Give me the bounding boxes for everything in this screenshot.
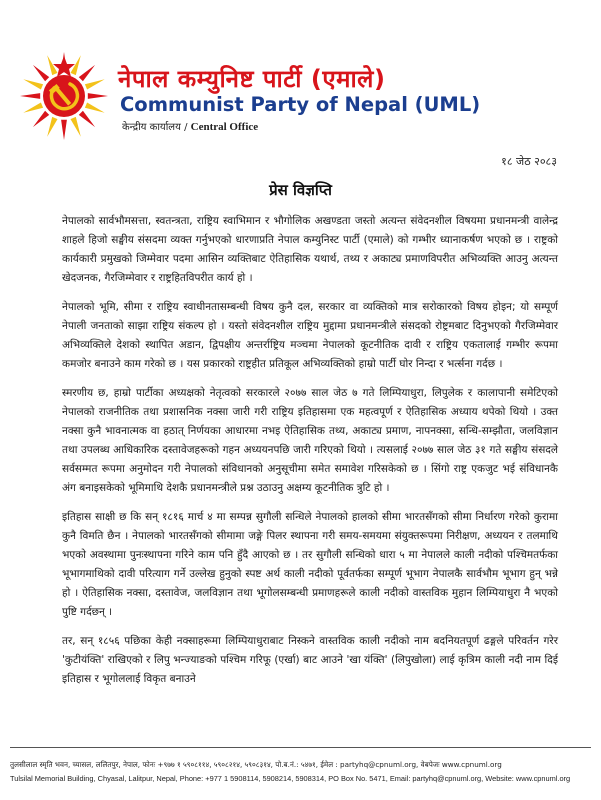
office-label: केन्द्रीय कार्यालय / Central Office xyxy=(122,121,259,133)
release-date: १८ जेठ २०८३ xyxy=(501,155,557,168)
logo-ray xyxy=(33,65,49,81)
logo-ray xyxy=(23,79,43,89)
logo-ray xyxy=(79,65,95,81)
logo-ray xyxy=(85,103,105,113)
office-nepali: केन्द्रीय कार्यालय xyxy=(122,122,181,133)
footer-address-english: Tulsilal Memorial Building, Chyasal, Lalitpur, Nepal, Phone: +977 1 5908114, 5908214, 5908314, PO Box No. 5471, Email: partyhq@cpnuml.org, Website: www.cpnuml.org xyxy=(10,774,571,783)
paragraph: नेपालको सार्वभौमसत्ता, स्वतन्त्रता, राष्ट्रिय स्वाभिमान र भौगोलिक अखण्डता जस्तो अत्यन्त संवेदनशील विषयमा प्रधानमन्त्री वालेन्द्र शाहले हिजो सङ्घीय संसदमा व्यक्त गर्नुभएको धारणाप्रति नेपाल कम्युनिस्ट पार्टी (एमाले) को गम्भीर ध्यानाकर्षण भएको छ । राष्ट्रको कार्यकारी प्रमुखको जिम्मेवार पदमा आसिन व्यक्तिबाट ऐतिहासिक यथार्थ, तथ्य र अकाट्य प्रमाणविपरीत अभिव्यक्ति आउनु अत्यन्त खेदजनक, गैरजिम्मेवार र राष्ट्रहितविपरीत कार्य हो । xyxy=(62,215,558,284)
logo-ray xyxy=(33,111,49,127)
logo-ray xyxy=(23,103,43,113)
party-name-english: Communist Party of Nepal (UML) xyxy=(120,93,481,116)
office-english: Central Office xyxy=(190,121,259,133)
press-release-heading: प्रेस विज्ञप्ति xyxy=(269,181,332,199)
paragraph: तर, सन् १८५६ पछिका केही नक्साहरूमा लिम्पियाधुराबाट निस्कने वास्तविक काली नदीको नाम बदनियतपूर्ण ढङ्गले परिवर्तन गरेर 'कुटीयंक्ति' राखिएको र लिपु भन्ज्याङको पश्चिम गरिफू (एर्खा) बाट आउने 'खा यंक्ति' (लिपुखोला) लाई कृत्रिम काली नदी नाम दिई इतिहास र भूगोललाई विकृत बनाउने xyxy=(62,635,558,685)
logo-ray xyxy=(88,93,108,99)
logo-ray xyxy=(47,117,57,137)
footer-address-nepali: तुलसीलाल स्मृति भवन, च्यासल, ललितपुर, नेपाल, फोनः +९७७ १ ५९०८११४, ५९०८२१४, ५९०८३१४, पो.ब.नं.: ५४७१, ईमेल : partyhq@cpnuml.org, वेबपेजः www.cpnuml.org xyxy=(10,760,502,769)
letterhead xyxy=(0,0,601,140)
paragraph: इतिहास साक्षी छ कि सन् १८१६ मार्च ४ मा सम्पन्न सुगौली सन्धिले नेपालको हालको सीमा भारतसँगको सीमा निर्धारण गरेको कुरामा कुनै विमति छैन । नेपालको भारतसँगको सीमामा जङ्गे पिलर स्थापना गरी समय-समयमा संयुक्तरूपमा निरीक्षण, अध्ययन र तलमाथि भएको अवस्थामा पुनःस्थापना गरिने काम पनि हुँदै आएको छ । तर सुगौली सन्धिको धारा ५ मा नेपालले काली नदीको पश्चिमतर्फका भूभागमाथिको दावी परित्याग गर्ने उल्लेख हुनुको स्पष्ट अर्थ काली नदीको पूर्वतर्फका सम्पूर्ण भूभाग नेपालकै सार्वभौम भूभाग हुन् भन्ने हो । ऐतिहासिक नक्सा, दस्तावेज, जलविज्ञान तथा भूगोलसम्बन्धी प्रमाणहरूले काली नदीको वास्तविक मुहान लिम्पियाधुरा नै भएको पुष्टि गर्दछन् । xyxy=(62,511,558,618)
logo-ray xyxy=(79,111,95,127)
logo-ray xyxy=(85,79,105,89)
paragraph: स्मरणीय छ, हाम्रो पार्टीका अध्यक्षको नेतृत्वको सरकारले २०७७ साल जेठ ७ गते लिम्पियाधुरा, लिपुलेक र कालापानी समेटिएको नेपालको राजनीतिक तथा प्रशासनिक नक्सा जारी गरी राष्ट्रिय इतिहासमा एक महत्वपूर्ण र ऐतिहासिक अध्याय थपेको थियो । उक्त नक्सा कुनै भावनात्मक वा हठात् निर्णयका आधारमा नभइ ऐतिहासिक तथ्य, अकाट्य प्रमाण, नापनक्सा, सन्धि-सम्झौता, जलविज्ञान तथा उपलब्ध आधिकारिक दस्तावेजहरूको गहन अध्ययनपछि जारी गरिएको थियो । त्यसलाई २०७७ साल जेठ ३१ गते सङ्घीय संसदले सर्वसम्मत रूपमा अनुमोदन गरी नेपालको संविधानको अनुसूचीमा समेत समावेश गरिसकेको छ । सिंगो राष्ट्र एकजुट भई संविधानकै अंग बनाइसकेको भूमिमाथि देशकै प्रधानमन्त्रीले प्रश्न उठाउनु अक्षम्य कूटनीतिक त्रुटि हो । xyxy=(62,387,558,494)
letterhead-footer xyxy=(0,740,601,800)
party-logo-icon xyxy=(14,42,114,142)
logo-ray xyxy=(20,93,40,99)
logo-ray xyxy=(71,117,81,137)
party-name-nepali: नेपाल कम्युनिष्ट पार्टी (एमाले) xyxy=(118,65,386,93)
paragraph: नेपालको भूमि, सीमा र राष्ट्रिय स्वाधीनतासम्बन्धी विषय कुनै दल, सरकार वा व्यक्तिको मात्र सरोकारको विषय होइन; यो सम्पूर्ण नेपाली जनताको साझा राष्ट्रिय संकल्प हो । यस्तो संवेदनशील राष्ट्रिय मुद्दामा प्रधानमन्त्रीले संसदको रोष्ट्रमबाट दिनुभएको गैरजिम्मेवार अभिव्यक्तिले देशको स्थापित अडान, द्विपक्षीय अन्तर्राष्ट्रिय मञ्चमा नेपालको कूटनीतिक दावी र राष्ट्रिय एकतालाई गम्भीर रूपमा कमजोर बनाउने काम गरेको छ । यस प्रकारको राष्ट्रहीत प्रतिकूल अभिव्यक्तिको हाम्रो पार्टी घोर निन्दा र भर्त्सना गर्दछ । xyxy=(62,301,558,370)
logo-ray xyxy=(61,120,67,140)
press-release-body xyxy=(62,212,558,699)
footer-divider xyxy=(10,747,591,748)
